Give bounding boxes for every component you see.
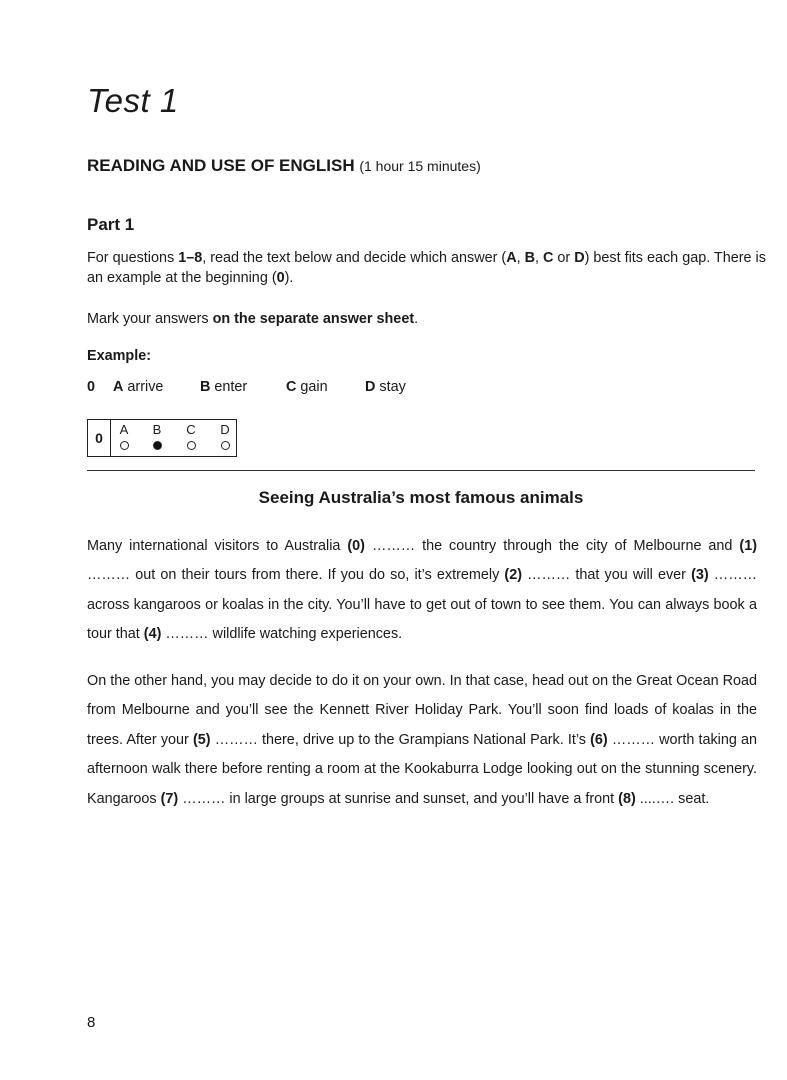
example-option-d: D stay [365,379,406,395]
paragraph-text: ……… that you will ever [522,567,692,584]
gap-number: (4) [143,626,162,643]
paragraph-text: Many international visitors to Australia [87,538,348,554]
example-option-a: A arrive [113,379,164,395]
divider [87,470,755,471]
mark-instruction: Mark your answers on the separate answer sheet. [87,311,419,327]
gap-number: (2) [504,567,523,584]
paragraph-2 [87,667,757,814]
gap-number: (6) [590,731,608,748]
section-name: READING AND USE OF ENGLISH [87,156,355,175]
paragraph-text: ……… the country through the city of Melbourne and [364,538,740,554]
answer-circle-b-filled [153,441,162,450]
answer-circle-c [187,441,196,450]
paragraph-1 [87,532,757,650]
gap-number: (3) [691,567,709,584]
answer-option-c: C [184,423,198,450]
test-title: Test 1 [87,82,179,119]
text-title: Seeing Australia’s most famous animals [258,488,584,507]
page-number: 8 [87,1014,96,1031]
paragraph-text: On the other hand, you may decide to do it on your own. In that case, head out on the Great Ocean Road from Melbourne and you’ll see the Kennett River Holiday Park. You’ll soon find loads of koalas in the trees. After your [87,673,757,748]
part-title: Part 1 [87,215,135,234]
paragraph-text: ....…. seat. [635,790,710,807]
answer-circle-a [120,441,129,450]
paragraph-text: ……… across kangaroos or koalas in the city. You’ll have to get out of town to see them. You can always book a tour that [87,567,757,643]
example-label: Example: [87,348,151,364]
answer-grid [87,419,237,457]
example-option-c: C gain [286,379,328,395]
gap-number: (8) [618,790,636,807]
example-option-b: B enter [200,379,248,395]
answer-option-b: B [150,423,164,450]
answer-option-d: D [218,423,232,450]
gap-number: (7) [160,790,179,807]
paragraph-text: ……… wildlife watching experiences. [161,626,403,643]
instructions: For questions 1–8, read the text below and decide which answer (A, B, C or D) best fits each gap. There is an example at the beginning (0). [87,250,766,286]
example-number: 0 [87,379,96,395]
answer-option-a: A [117,423,131,450]
paragraph-text: ……… out on their tours from there. If you do so, it’s extremely [87,567,505,584]
gap-number: (5) [192,731,211,748]
answer-grid-number: 0 [88,420,111,456]
paragraph-text: ……… worth taking an afternoon walk there before renting a room at the Kookaburra Lodge looking out on the stunning scenery. Kangaroos [87,731,757,807]
paragraph-text: ……… in large groups at sunrise and sunset, and you’ll have a front [178,790,619,807]
answer-circle-d [221,441,230,450]
section-duration: (1 hour 15 minutes) [359,158,481,174]
gap-number: (0) [347,538,365,554]
section-heading [87,156,481,176]
paragraph-text: ……… there, drive up to the Grampians National Park. It’s [210,731,591,748]
gap-number: (1) [739,538,757,554]
